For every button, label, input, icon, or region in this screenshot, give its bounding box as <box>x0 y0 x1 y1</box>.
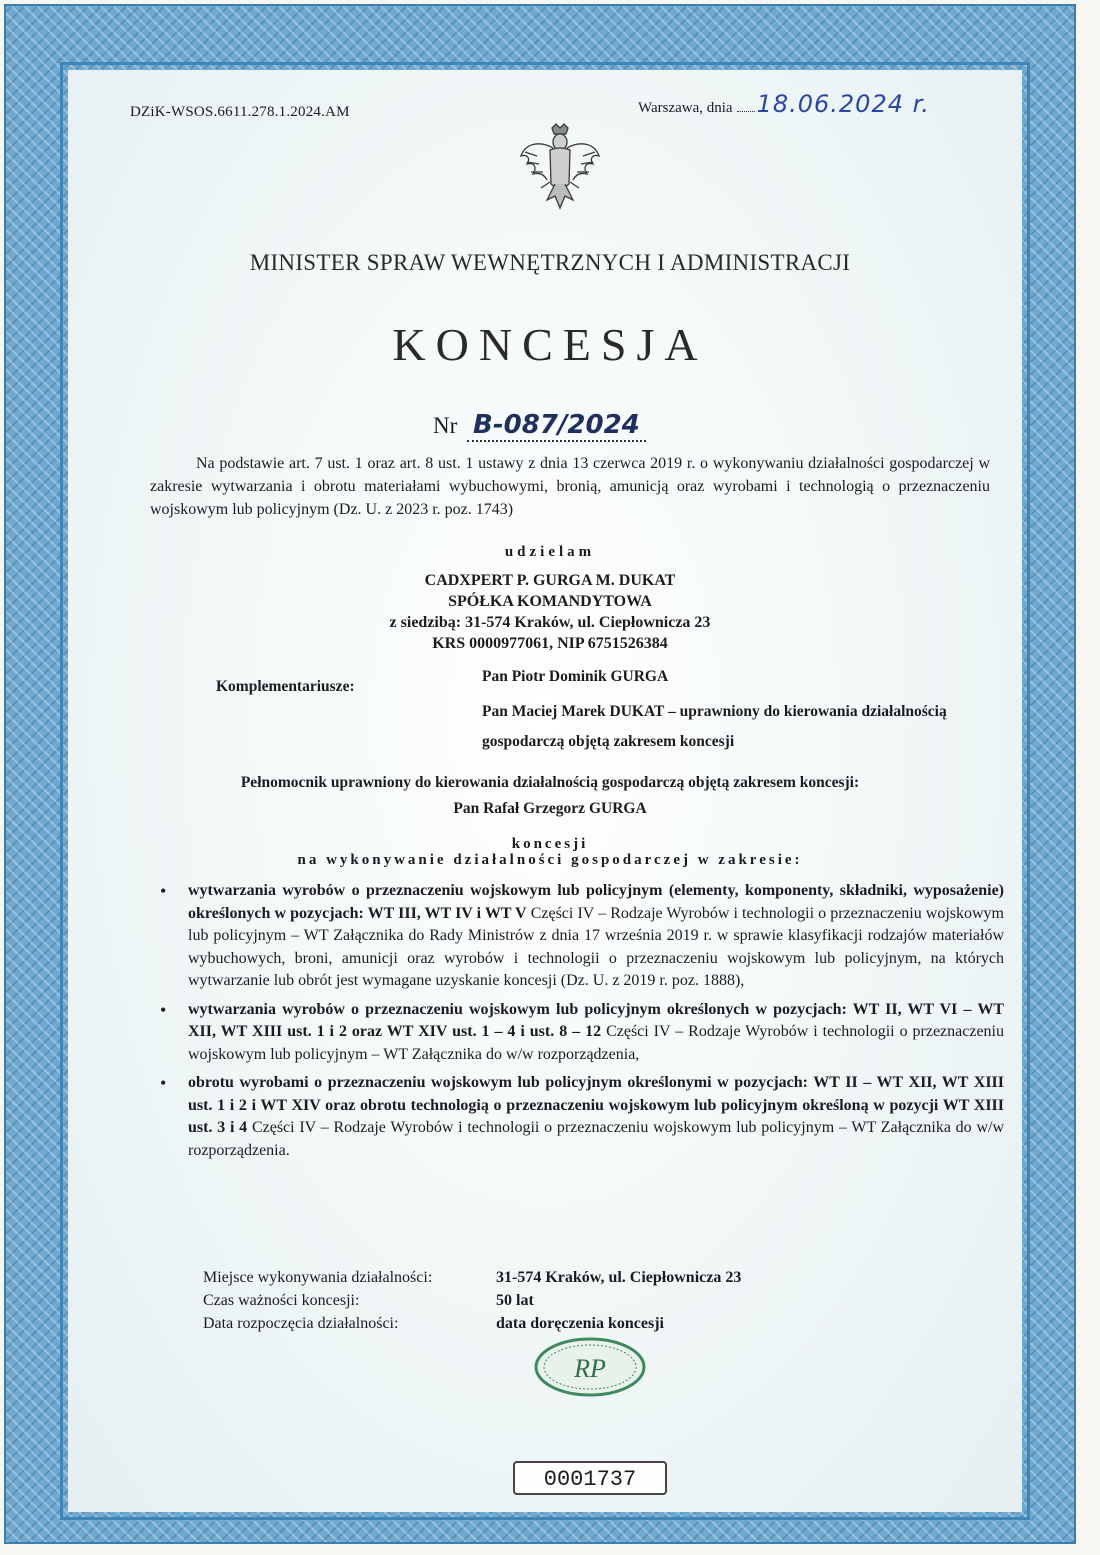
company-registry: KRS 0000977061, NIP 6751526384 <box>432 635 668 652</box>
scope-list <box>158 880 1004 1168</box>
bullet-icon: • <box>160 999 167 1020</box>
detail-label: Miejsce wykonywania działalności: <box>203 1269 433 1286</box>
detail-value: data doręczenia koncesji <box>496 1315 664 1332</box>
scope-item <box>158 880 1004 993</box>
detail-label: Data rozpoczęcia działalności: <box>203 1315 399 1332</box>
legal-basis: Na podstawie art. 7 ust. 1 oraz art. 8 ust. 1 ustawy z dnia 13 czerwca 2019 r. o wykonywaniu działalności gospodarczej w zakresie wytwarzania i obrotu materiałami wybuchowymi, bronią, amunicją oraz wyrobami i technologią o przeznaczeniu wojskowym lub policyjnym (Dz. U. z 2023 r. poz. 1743) <box>150 455 990 518</box>
serial-number: 0001737 <box>513 1461 667 1495</box>
scope-item-text: Części IV – Rodzaje Wyrobów i technologii o przeznaczeniu wojskowym lub policyjnym – WT Załącznika do w/w rozporządzenia, <box>188 1023 1005 1063</box>
date-dots <box>737 111 755 112</box>
place-date <box>638 90 930 118</box>
scope-item <box>158 1072 1004 1162</box>
grant-word: udzielam <box>504 544 596 560</box>
scope-item-bold: obrotu wyrobami o przeznaczeniu wojskowym lub policyjnym określonymi w pozycjach: WT II – WT XII, WT XIII ust. 1 i 2 i WT XIV oraz obrotu technologią o przeznaczeniu wojskowym lub policyjnym określoną w pozycji WT XIII ust. 3 i 4 <box>188 1074 1004 1136</box>
detail-row <box>203 1266 741 1289</box>
company-name-line2: SPÓŁKA KOMANDYTOWA <box>448 593 652 610</box>
scope-item-text: Części IV – Rodzaje Wyrobów i technologii o przeznaczeniu wojskowym lub policyjnym – WT Załącznika do Rady Ministrów z dnia 17 września 2019 r. w sprawie klasyfikacji rodzajów materiałów wybuchowych, broni, amunicji oraz wyrobów i technologii o przeznaczeniu wojskowym lub policyjnym, na których wytwarzanie lub obrót jest wymagane uzyskanie koncesji (Dz. U. z 2019 r. poz. 1888), <box>188 904 1005 989</box>
koncesji-word: koncesji <box>511 836 589 852</box>
detail-label: Czas ważności koncesji: <box>203 1292 360 1309</box>
detail-value: 31-574 Kraków, ul. Ciepłownicza 23 <box>496 1269 742 1286</box>
scope-item <box>158 999 1004 1067</box>
rp-seal-icon <box>534 1337 646 1397</box>
proxy-label: Pełnomocnik uprawniony do kierowania działalnością gospodarczą objętą zakresem koncesji: <box>240 774 860 791</box>
partners-label: Komplementariusze: <box>216 678 355 695</box>
company-block <box>0 570 1100 654</box>
license-number-line <box>433 410 646 440</box>
company-seat: z siedzibą: 31-574 Kraków, ul. Ciepłownicza 23 <box>389 614 711 631</box>
place-label: Warszawa, dnia <box>638 100 733 116</box>
eagle-emblem-icon <box>517 122 603 214</box>
partner-2: Pan Maciej Marek DUKAT – uprawniony do kierowania działalnością gospodarczą objętą zakresem koncesji <box>482 703 947 750</box>
scope-heading: na wykonywanie działalności gospodarczej w zakresie: <box>297 852 803 868</box>
detail-row <box>203 1289 741 1312</box>
bullet-icon: • <box>160 1073 167 1093</box>
license-number: B-087/2024 <box>467 410 646 442</box>
bullet-icon: • <box>160 881 167 901</box>
proxy-name: Pan Rafał Grzegorz GURGA <box>453 800 647 817</box>
detail-value: 50 lat <box>496 1292 534 1309</box>
detail-row <box>203 1312 741 1335</box>
scope-item-bold: wytwarzania wyrobów o przeznaczeniu wojskowym lub policyjnym określonych w pozycjach: WT II, WT VI – WT XII, WT XIII ust. 1 i 2 oraz WT XIV ust. 1 – 4 i ust. 8 – 12 <box>188 1000 1004 1040</box>
scope-item-text: Części IV – Rodzaje Wyrobów i technologii o przeznaczeniu wojskowym lub policyjnym – WT Załącznika do w/w rozporządzenia. <box>188 1119 1005 1159</box>
seal-text: RP <box>574 1354 606 1383</box>
license-details <box>203 1266 741 1335</box>
company-name-line1: CADXPERT P. GURGA M. DUKAT <box>424 572 676 589</box>
handwritten-date: 18.06.2024 r. <box>756 90 930 118</box>
number-label: Nr <box>433 413 458 438</box>
issuing-authority: MINISTER SPRAW WEWNĘTRZNYCH I ADMINISTRACJI <box>249 250 851 275</box>
reference-number: DZiK-WSOS.6611.278.1.2024.AM <box>130 104 350 120</box>
scope-item-bold: wytwarzania wyrobów o przeznaczeniu wojskowym lub policyjnym (elementy, komponenty, składniki, wyposażenie) określonych w pozycjach: WT III, WT IV i WT V <box>188 882 1004 922</box>
partner-1: Pan Piotr Dominik GURGA <box>482 668 669 685</box>
document-title: KONCESJA <box>392 319 708 370</box>
